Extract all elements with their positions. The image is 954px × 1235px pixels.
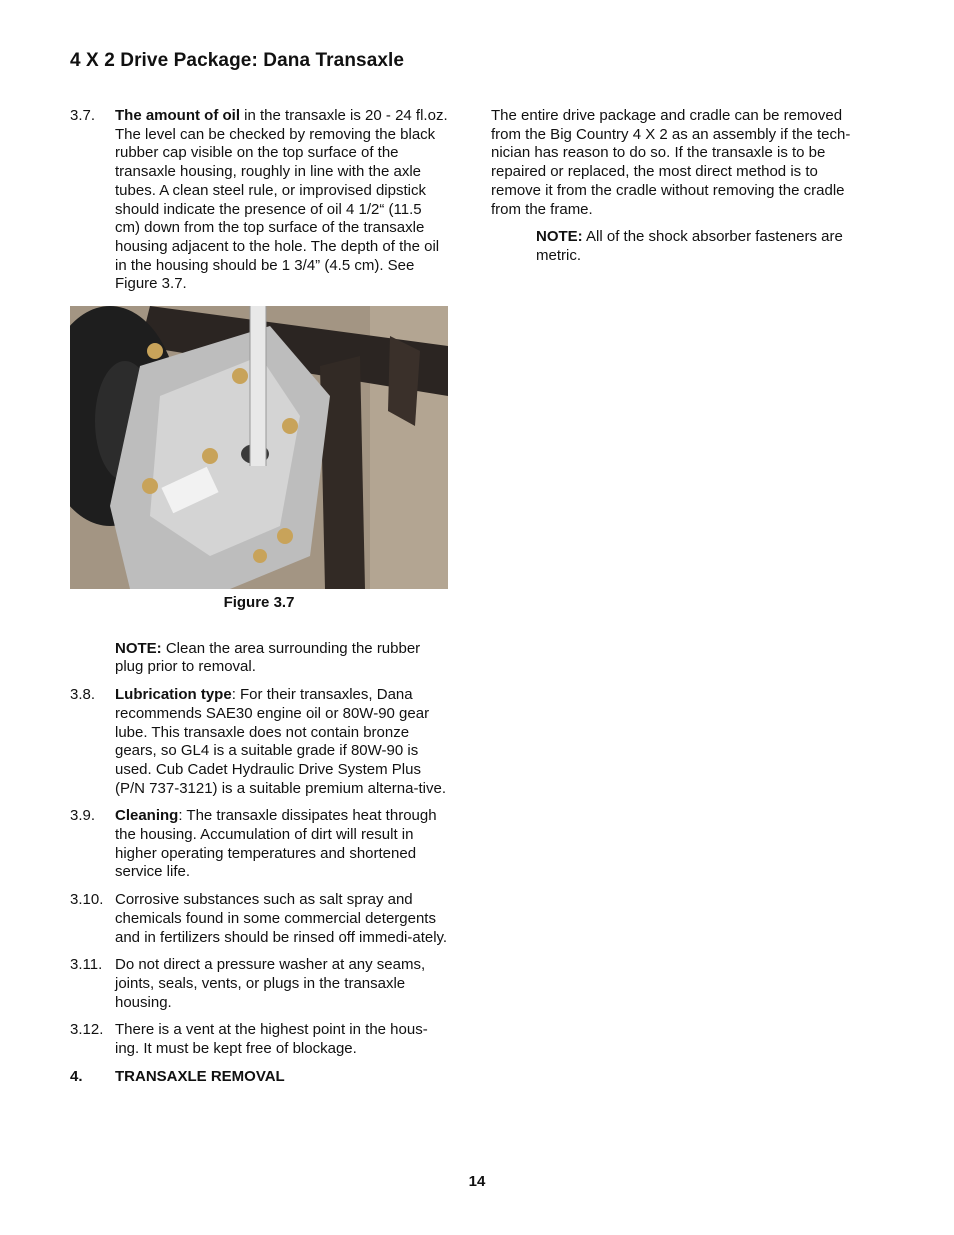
note-text: All of the shock absorber fasteners are metric. [536, 228, 843, 264]
list-item-3-9 [70, 807, 450, 882]
item-lead: Cleaning [115, 807, 179, 825]
list-item-3-7 [70, 107, 450, 294]
item-text: : The transaxle dissipates heat through the housing. Accumulation of dirt will result in higher operating temperatures and shortened service life. [115, 807, 437, 881]
right-column [491, 107, 871, 266]
note-label: NOTE: [536, 228, 583, 246]
item-text: Do not direct a pressure washer at any seams, joints, seals, vents, or plugs in the transaxle housing. [115, 956, 426, 1011]
item-number: 3.11. [70, 956, 103, 974]
note-text: Clean the area surrounding the rubber plug prior to removal. [115, 639, 421, 676]
list-item-3-12 [70, 1021, 450, 1058]
section-heading-transaxle-removal [70, 1068, 450, 1087]
item-text: Corrosive substances such as salt spray and chemicals found in some commercial detergents and in fertilizers should be rinsed off immedi-ately. [115, 891, 448, 946]
item-text: in the transaxle is 20 - 24 fl.oz. The level can be checked by removing the black rubber cap visible on the top surface of the transaxle housing, roughly in line with the axle tubes. A clean steel rule, or improvised dipstick should indicate the presence of oil 4 1/2“ (11.5 cm) down from the top surface of the transaxle housing adjacent to the hole. The depth of the oil in the housing should be 1 3/4” (4.5 cm). See Figure 3.7. [115, 107, 448, 293]
item-text: : For their transaxles, Dana recommends SAE30 engine oil or 80W-90 gear lube. This transaxle does not contain bronze gears, so GL4 is a suitable grade if 80W-90 is used. Cub Cadet Hydraulic Drive System Plus (P/N 737-3121) is a suitable premium alterna-tive. [115, 686, 446, 797]
figure-3-7-photo [70, 306, 448, 589]
item-lead: Lubrication type [115, 686, 232, 704]
paragraph-drive-package-removal: The entire drive package and cradle can be removed from the Big Country 4 X 2 as an assembly if the tech-nician has reason to do so. If the transaxle is to be repaired or replaced, the most direct method is to remove it from the cradle without removing the cradle from the frame. [491, 107, 851, 218]
item-number: 3.12. [70, 1021, 104, 1039]
item-body [115, 686, 450, 798]
item-number: 3.8. [70, 686, 96, 704]
list-item-3-10 [70, 891, 450, 947]
item-lead: The amount of oil [115, 107, 240, 124]
section-number: 4. [70, 1067, 83, 1085]
left-column [70, 107, 450, 1087]
list-item-3-11 [70, 956, 450, 1012]
note-label: NOTE: [115, 639, 162, 657]
figure-caption: Figure 3.7 [223, 594, 295, 612]
item-number: 3.10. [70, 891, 104, 909]
list-item-3-8 [70, 686, 450, 798]
note-clean-area [70, 640, 450, 677]
item-number: 3.9. [70, 807, 96, 825]
note-shock-absorber [491, 228, 871, 265]
item-text: There is a vent at the highest point in the hous-ing. It must be kept free of blockage. [115, 1021, 428, 1058]
section-title: TRANSAXLE REMOVAL [115, 1067, 285, 1085]
transaxle-photo-illustration [70, 306, 448, 589]
page-number: 14 [468, 1173, 486, 1190]
item-body [115, 107, 450, 294]
page-title: 4 X 2 Drive Package: Dana Transaxle [70, 50, 405, 71]
item-body [115, 807, 450, 882]
item-number: 3.7. [70, 107, 96, 124]
